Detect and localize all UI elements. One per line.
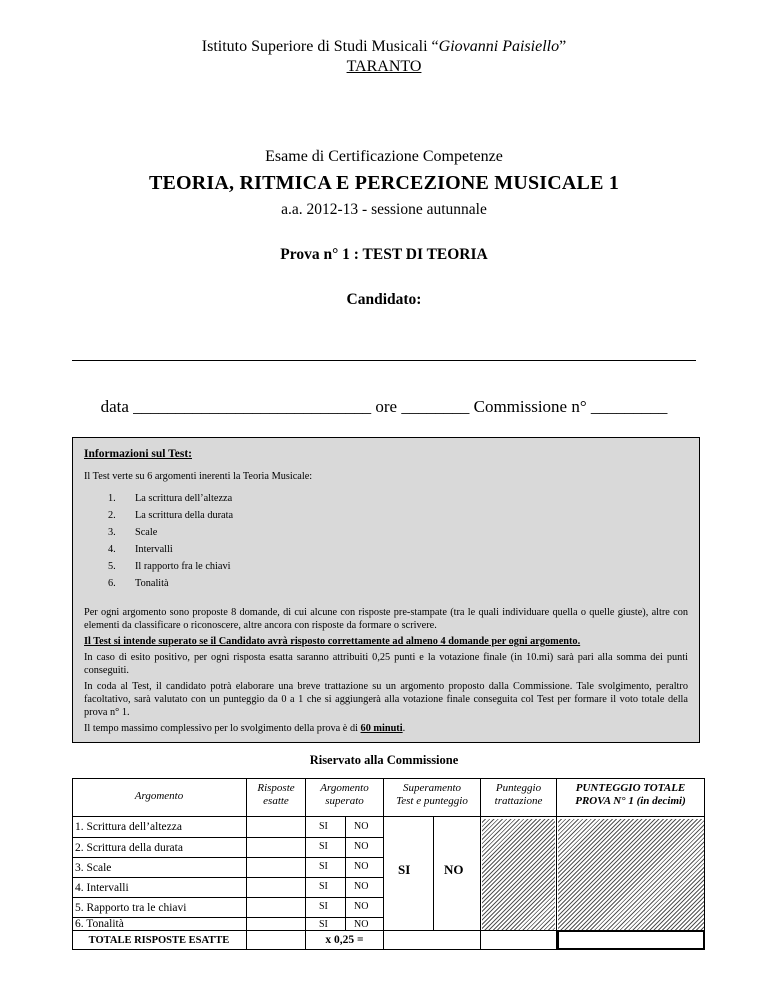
candidate-label: Candidato: [346,291,422,308]
course-title: TEORIA, RITMICA E PERCEZIONE MUSICALE 1 [148,172,620,194]
topic-list [84,490,688,592]
row-si[interactable]: SI [319,821,328,832]
list-item: 5. Il rapporto fra le chiavi [108,561,231,572]
header-superamento: Superamento Test e punteggio [396,782,468,807]
row-no[interactable]: NO [354,841,369,852]
exam-title: Esame di Certificazione Competenze [265,148,503,165]
row-no[interactable]: NO [354,901,369,912]
table-row-label: 2. Scrittura della durata [75,841,183,854]
hatched-area-totale [558,819,705,931]
commission-table [72,778,705,950]
header-argomento-superato: Argomento superato [320,782,369,807]
commission-title: Riservato alla Commissione [309,753,459,767]
table-row-label: 4. Intervalli [75,881,129,894]
candidate-name-line [72,360,696,361]
table-rule [72,857,383,858]
institute-line: Istituto Superiore di Studi Musicali “Giovanni Paisiello” [201,38,567,55]
table-row-label: 3. Scale [75,861,112,874]
info-paragraph-time: Il tempo massimo complessivo per lo svolgimento della prova è di 60 minuti. [84,723,406,734]
row-si[interactable]: SI [319,881,328,892]
header-punteggio-trattazione: Punteggio trattazione [494,782,543,807]
time-limit: 60 minuti [360,723,403,734]
info-title: Informazioni sul Test: [84,448,192,460]
city: TARANTO [346,58,422,75]
multiplier-label: x 0,25 = [325,934,364,946]
table-row-label: 5. Rapporto tra le chiavi [75,901,187,914]
city-line [0,58,768,76]
row-si[interactable]: SI [319,919,328,930]
table-rule [72,778,73,950]
info-box [72,437,700,743]
hatched-area-punteggio [482,819,555,931]
row-no[interactable]: NO [354,821,369,832]
row-si[interactable]: SI [319,861,328,872]
list-item: 3. Scale [108,527,158,538]
row-no[interactable]: NO [354,881,369,892]
info-paragraph-essay: In coda al Test, il candidato potrà elaborare una breve trattazione su un argomento proposto dalla Commissione. Tale svolgimento, peraltro facoltativo, sarà valutato con un punteggio da 0 a 1 che si aggiungerà alla votazione finale conseguita col Test per formare il voto totale della prova n° 1. [84,681,688,718]
row-no[interactable]: NO [354,919,369,930]
header-argomento: Argomento [134,790,184,802]
table-row-label: 6. Tonalità [75,918,124,930]
superamento-no[interactable]: NO [444,862,464,877]
total-risposte-label: TOTALE RISPOSTE ESATTE [88,934,230,946]
list-item: 2. La scrittura della durata [108,510,234,521]
table-rule [433,816,434,930]
table-rule [72,778,705,779]
table-row-label: 1. Scrittura dell’altezza [75,821,182,833]
list-item: 4. Intervalli [108,544,173,555]
total-score-box[interactable] [557,930,705,950]
institute-name: Giovanni Paisiello [438,38,560,55]
row-si[interactable]: SI [319,901,328,912]
prova-title: Prova n° 1 : TEST DI TEORIA [280,246,488,263]
header-risposte-esatte: Risposte esatte [257,782,295,807]
header-punteggio-totale: PUNTEGGIO TOTALE PROVA N° 1 (in decimi) [575,782,686,807]
row-no[interactable]: NO [354,861,369,872]
year-session: a.a. 2012-13 - sessione autunnale [281,201,487,218]
info-paragraph-questions: Per ogni argomento sono proposte 8 domande, di cui alcune con risposte pre-stampate (tra le quali individuare quella o quelle giuste), altre con elementi da classificare o riconoscere, altre ancora con risposte da formare o scrivere. [84,607,688,631]
list-item: 1. La scrittura dell’altezza [108,493,233,504]
row-si[interactable]: SI [319,841,328,852]
table-rule [704,778,705,950]
list-item: 6. Tonalità [108,578,169,589]
info-paragraph-scoring: In caso di esito positivo, per ogni risposta esatta saranno attribuiti 0,25 punti e la votazione finale (in 10.mi) sarà pari alla somma dei punti conseguiti. [84,652,688,676]
info-intro: Il Test verte su 6 argomenti inerenti la Teoria Musicale: [84,471,313,482]
table-rule [345,816,346,930]
info-paragraph-pass-rule: Il Test si intende superato se il Candidato avrà risposto correttamente ad almeno 4 domande per ogni argomento. [84,636,581,647]
date-time-commission-line: data ____________________________ ore ________ Commissione n° _________ [100,397,668,416]
superamento-si[interactable]: SI [398,862,411,877]
